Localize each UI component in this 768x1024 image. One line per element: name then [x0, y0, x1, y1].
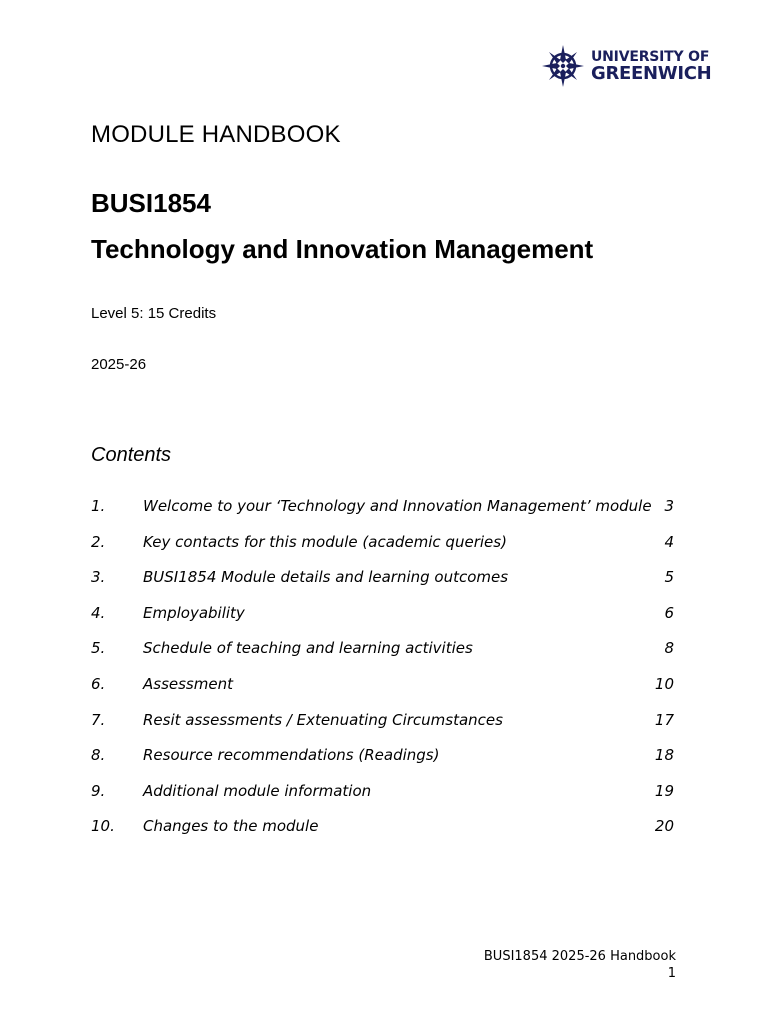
toc-number: 6.: [91, 674, 106, 693]
toc-title: Changes to the module: [143, 817, 319, 836]
module-code: BUSI1854: [91, 188, 211, 218]
toc-page-number: 5: [664, 568, 674, 587]
toc-number: 4.: [91, 603, 106, 622]
academic-year: 2025-26: [91, 356, 147, 373]
toc-entry-resit[interactable]: [91, 709, 676, 745]
toc-title: Resource recommendations (Readings): [143, 746, 440, 765]
toc-title: Schedule of teaching and learning activities: [143, 639, 473, 658]
logo-line-2: GREENWICH: [591, 62, 712, 84]
toc-page-number: 6: [664, 603, 674, 622]
toc-page-number: 10: [654, 674, 674, 693]
toc-page-number: 20: [654, 817, 674, 836]
toc-page-number: 3: [664, 497, 674, 515]
toc-title: Employability: [143, 603, 245, 622]
toc-page-number: 19: [654, 781, 674, 800]
toc-number: 10.: [91, 817, 115, 836]
toc-title: Key contacts for this module (academic queries): [143, 532, 507, 551]
toc-entry-additional-info[interactable]: [91, 780, 676, 816]
footer-text: BUSI1854 2025-26 Handbook: [483, 949, 676, 964]
handbook-label: MODULE HANDBOOK: [91, 121, 341, 148]
table-of-contents: [91, 495, 676, 851]
toc-title: Assessment: [143, 674, 233, 693]
toc-page-number: 4: [664, 532, 674, 551]
logo-line-1: UNIVERSITY OF: [591, 48, 710, 65]
toc-entry-key-contacts[interactable]: [91, 531, 676, 567]
toc-entry-module-details[interactable]: [91, 566, 676, 602]
contents-heading: Contents: [91, 444, 172, 466]
page-footer: [484, 948, 676, 982]
toc-title: BUSI1854 Module details and learning outcomes: [143, 568, 509, 587]
footer-page-number: 1: [667, 966, 676, 981]
university-logo: [541, 44, 711, 88]
toc-number: 3.: [91, 568, 106, 587]
module-title: Technology and Innovation Management: [91, 234, 594, 264]
toc-page-number: 8: [664, 639, 674, 658]
toc-number: 5.: [91, 639, 106, 658]
toc-entry-welcome[interactable]: [91, 495, 676, 531]
toc-entry-resources[interactable]: [91, 744, 676, 780]
toc-page-number: 17: [654, 710, 674, 729]
level-credits: Level 5: 15 Credits: [91, 305, 217, 322]
compass-rose-icon: [541, 44, 585, 88]
toc-number: 1.: [91, 497, 106, 515]
toc-entry-changes[interactable]: [91, 815, 676, 851]
toc-title: Welcome to your ‘Technology and Innovation Management’ module: [143, 497, 652, 515]
toc-page-number: 18: [654, 746, 674, 765]
toc-title: Resit assessments / Extenuating Circumstances: [143, 710, 503, 729]
toc-number: 7.: [91, 710, 106, 729]
toc-entry-employability[interactable]: [91, 602, 676, 638]
toc-entry-assessment[interactable]: [91, 673, 676, 709]
toc-number: 8.: [91, 746, 106, 765]
toc-title: Additional module information: [143, 781, 372, 800]
toc-number: 9.: [91, 781, 106, 800]
toc-number: 2.: [91, 532, 106, 551]
toc-entry-schedule[interactable]: [91, 637, 676, 673]
